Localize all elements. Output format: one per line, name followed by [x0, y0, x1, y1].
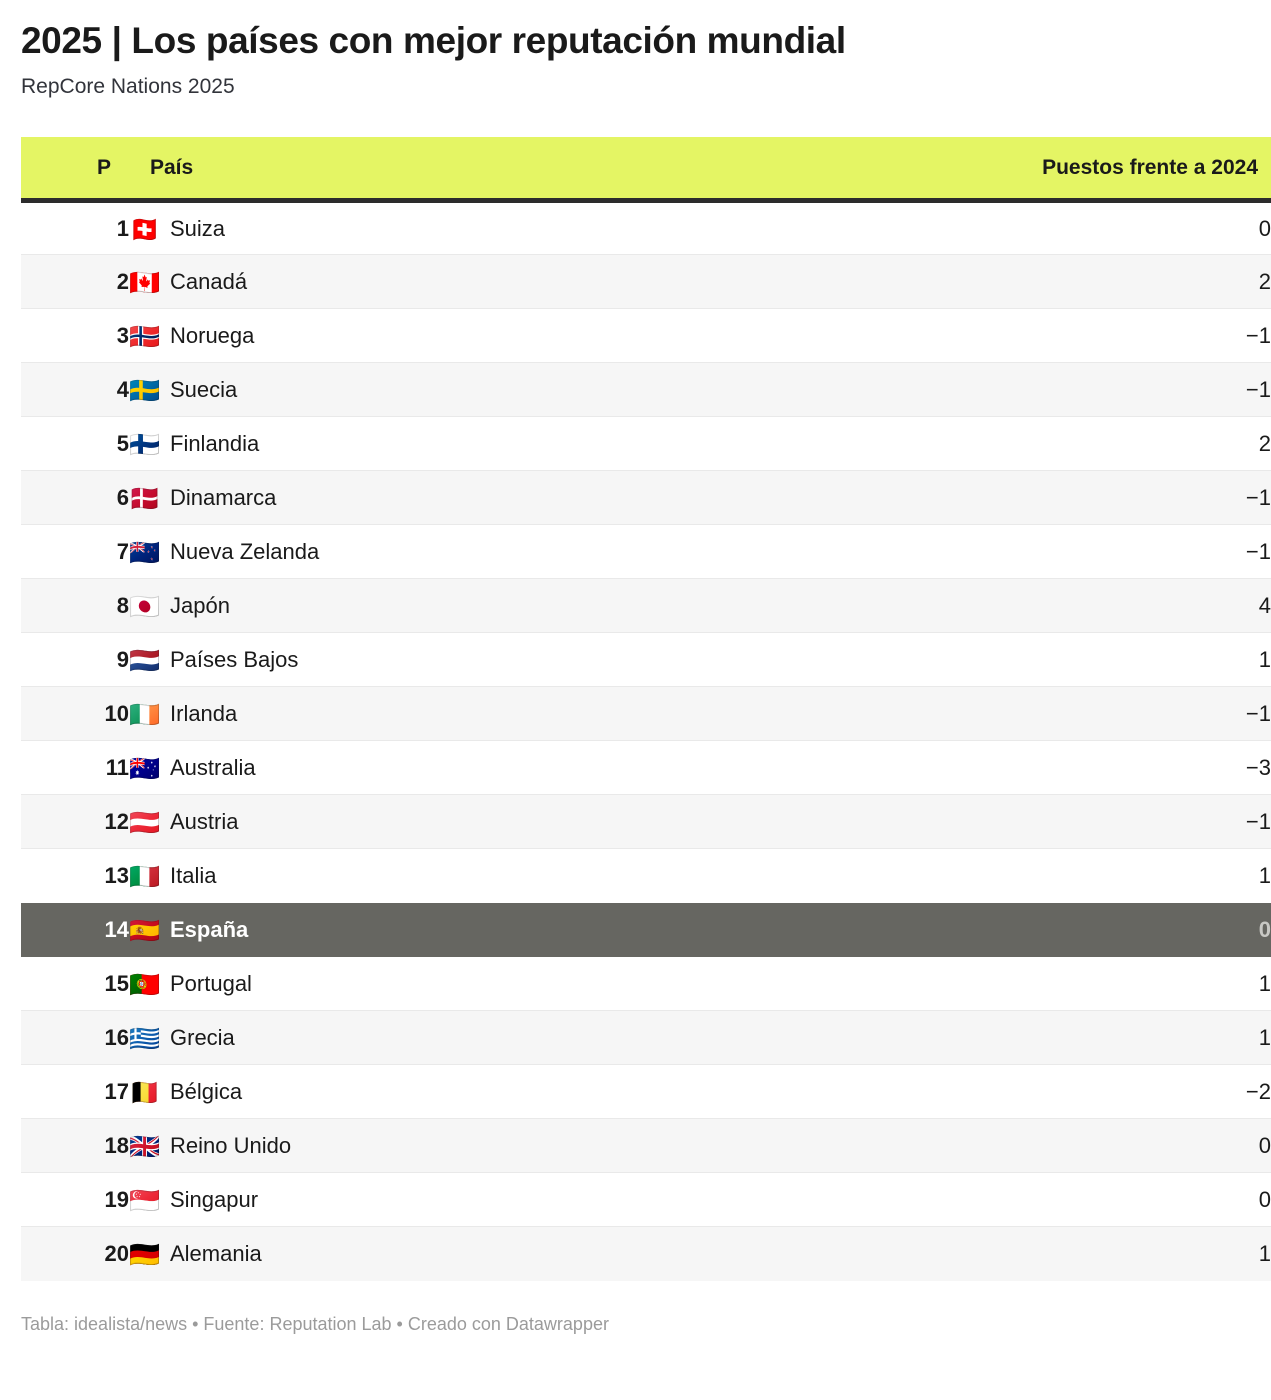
- flag-germany-icon: 🇩🇪: [129, 1240, 161, 1270]
- cell-delta: −1: [910, 795, 1271, 849]
- table-row[interactable]: [21, 255, 1271, 309]
- country-name: Grecia: [170, 1025, 235, 1051]
- cell-delta: 0: [910, 1119, 1271, 1173]
- flag-denmark-icon: 🇩🇰: [129, 483, 161, 513]
- cell-position: 16: [21, 1011, 129, 1065]
- table-row[interactable]: [21, 525, 1271, 579]
- country-name: Bélgica: [170, 1079, 243, 1105]
- cell-delta: 1: [910, 1227, 1271, 1281]
- cell-country: [129, 957, 910, 1011]
- cell-position: 3: [21, 309, 129, 363]
- cell-position: 5: [21, 417, 129, 471]
- cell-country: [129, 1227, 910, 1281]
- flag-austria-icon: 🇦🇹: [129, 807, 161, 837]
- cell-delta: −1: [910, 309, 1271, 363]
- country-name: Irlanda: [170, 701, 238, 727]
- cell-country: [129, 849, 910, 903]
- cell-delta: 0: [910, 1173, 1271, 1227]
- cell-country: [129, 1119, 910, 1173]
- cell-delta: 1: [910, 633, 1271, 687]
- flag-canada-icon: 🇨🇦: [129, 267, 161, 297]
- flag-portugal-icon: 🇵🇹: [129, 969, 161, 999]
- country-name: Dinamarca: [170, 485, 277, 511]
- country-name: Suiza: [170, 216, 226, 242]
- table-header-row: [21, 137, 1271, 201]
- table-row[interactable]: [21, 579, 1271, 633]
- table-row[interactable]: [21, 633, 1271, 687]
- table-body: [21, 201, 1271, 1281]
- cell-delta: 2: [910, 417, 1271, 471]
- table-row[interactable]: [21, 471, 1271, 525]
- country-name: Austria: [170, 809, 239, 835]
- cell-country: [129, 255, 910, 309]
- table-row[interactable]: [21, 1011, 1271, 1065]
- cell-position: 6: [21, 471, 129, 525]
- flag-italy-icon: 🇮🇹: [129, 861, 161, 891]
- cell-delta: −1: [910, 525, 1271, 579]
- cell-delta: 0: [1258, 916, 1271, 942]
- cell-position: 19: [21, 1173, 129, 1227]
- ranking-table-wrapper: [21, 137, 1271, 1281]
- cell-country: [129, 1173, 910, 1227]
- cell-position: 14: [104, 916, 129, 942]
- table-row-highlighted[interactable]: [21, 903, 1271, 957]
- flag-switzerland-icon: 🇨🇭: [129, 214, 161, 244]
- country-name: Japón: [170, 593, 230, 619]
- flag-australia-icon: 🇦🇺: [129, 753, 161, 783]
- cell-delta: 1: [1258, 970, 1271, 996]
- flag-netherlands-icon: 🇳🇱: [129, 645, 161, 675]
- country-name: Nueva Zelanda: [170, 539, 320, 565]
- cell-delta: 0: [1258, 215, 1271, 241]
- country-name: Canadá: [170, 269, 248, 295]
- table-row[interactable]: [21, 1065, 1271, 1119]
- cell-position: 10: [21, 687, 129, 741]
- cell-country: [129, 687, 910, 741]
- table-row[interactable]: [21, 309, 1271, 363]
- cell-delta: 1: [910, 849, 1271, 903]
- cell-position: 2: [21, 255, 129, 309]
- cell-delta: 1: [910, 1011, 1271, 1065]
- flag-new-zealand-icon: 🇳🇿: [129, 537, 161, 567]
- cell-country: [129, 1011, 910, 1065]
- cell-delta: 4: [910, 579, 1271, 633]
- cell-position: 20: [21, 1227, 129, 1281]
- cell-delta: −2: [910, 1065, 1271, 1119]
- country-name: Singapur: [170, 1187, 259, 1213]
- table-row[interactable]: [21, 741, 1271, 795]
- cell-delta: −1: [910, 687, 1271, 741]
- column-header-country[interactable]: País: [129, 137, 910, 201]
- cell-position: 7: [21, 525, 129, 579]
- cell-position: 13: [21, 849, 129, 903]
- cell-country: [129, 903, 910, 957]
- country-name: Suecia: [170, 377, 238, 403]
- cell-position: 18: [21, 1119, 129, 1173]
- country-name: Finlandia: [170, 431, 260, 457]
- cell-delta: −1: [910, 471, 1271, 525]
- country-name: Italia: [170, 863, 217, 889]
- flag-ireland-icon: 🇮🇪: [129, 699, 161, 729]
- cell-position: 11: [21, 741, 129, 795]
- cell-position: 17: [21, 1065, 129, 1119]
- cell-country: [129, 1065, 910, 1119]
- table-row[interactable]: [21, 849, 1271, 903]
- cell-country: [129, 633, 910, 687]
- country-name: Países Bajos: [170, 647, 299, 673]
- table-row[interactable]: [21, 687, 1271, 741]
- table-row[interactable]: [21, 957, 1271, 1011]
- cell-country: [129, 579, 910, 633]
- table-row[interactable]: [21, 1173, 1271, 1227]
- chart-footer: Tabla: idealista/news • Fuente: Reputation Lab • Creado con Datawrapper: [21, 1313, 609, 1334]
- flag-belgium-icon: 🇧🇪: [129, 1077, 161, 1107]
- flag-japan-icon: 🇯🇵: [129, 591, 161, 621]
- country-name: España: [170, 917, 249, 943]
- cell-country: [129, 363, 910, 417]
- page-subtitle: RepCore Nations 2025: [21, 75, 235, 98]
- country-name: Alemania: [170, 1241, 262, 1267]
- country-name: Noruega: [170, 323, 255, 349]
- table-row[interactable]: [21, 1227, 1271, 1281]
- cell-position: 4: [21, 363, 129, 417]
- cell-country: [129, 525, 910, 579]
- cell-country: [129, 417, 910, 471]
- table-row[interactable]: [21, 417, 1271, 471]
- cell-position: 9: [21, 633, 129, 687]
- cell-position: 15: [104, 970, 129, 996]
- cell-delta: −1: [910, 363, 1271, 417]
- cell-country: [129, 309, 910, 363]
- table-row[interactable]: [21, 1119, 1271, 1173]
- cell-delta: −3: [910, 741, 1271, 795]
- flag-sweden-icon: 🇸🇪: [129, 375, 161, 405]
- cell-position: 8: [21, 579, 129, 633]
- country-name: Reino Unido: [170, 1133, 292, 1159]
- flag-greece-icon: 🇬🇷: [129, 1023, 161, 1053]
- flag-spain-icon: 🇪🇸: [129, 915, 161, 945]
- cell-country: [129, 471, 910, 525]
- cell-position: 12: [21, 795, 129, 849]
- table-row[interactable]: [21, 201, 1271, 255]
- flag-singapore-icon: 🇸🇬: [129, 1185, 161, 1215]
- table-row[interactable]: [21, 795, 1271, 849]
- cell-position: 1: [116, 215, 129, 241]
- table-row[interactable]: [21, 363, 1271, 417]
- table-header: [21, 137, 1271, 201]
- column-header-delta[interactable]: Puestos frente a 2024: [910, 137, 1271, 201]
- cell-country: [129, 795, 910, 849]
- column-header-position[interactable]: P: [21, 137, 129, 201]
- country-name: Australia: [170, 755, 256, 781]
- cell-country: [129, 741, 910, 795]
- ranking-table: [21, 137, 1271, 1281]
- flag-norway-icon: 🇳🇴: [129, 321, 161, 351]
- flag-finland-icon: 🇫🇮: [129, 429, 161, 459]
- country-name: Portugal: [170, 971, 252, 997]
- cell-delta: 2: [910, 255, 1271, 309]
- flag-united-kingdom-icon: 🇬🇧: [129, 1131, 161, 1161]
- page-title: 2025 | Los países con mejor reputación mundial: [21, 20, 846, 61]
- cell-country: [129, 201, 910, 255]
